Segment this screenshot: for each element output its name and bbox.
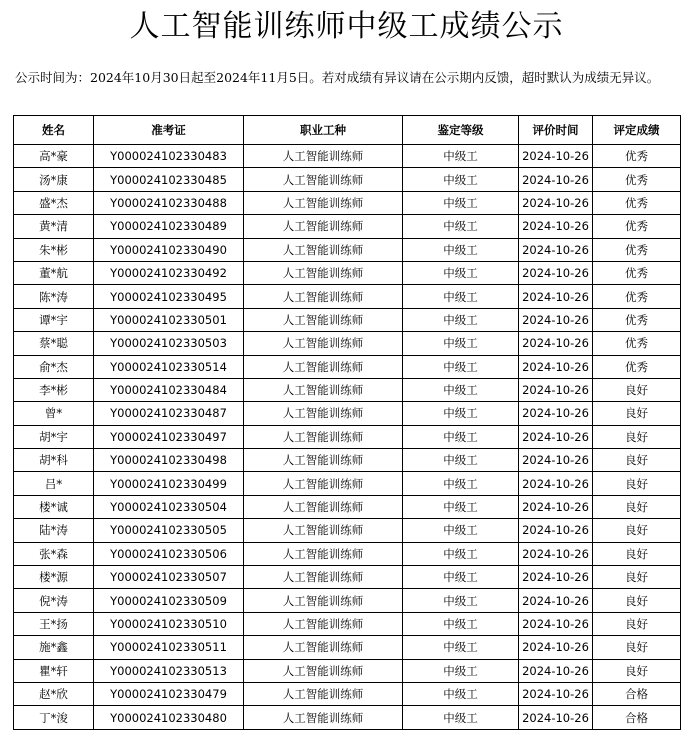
cell-ticket-number: Y000024102330498 bbox=[94, 449, 244, 472]
header-level: 鉴定等级 bbox=[403, 116, 519, 145]
cell-occupation: 人工智能训练师 bbox=[244, 355, 403, 378]
cell-grade: 良好 bbox=[593, 636, 681, 659]
cell-ticket-number: Y000024102330488 bbox=[94, 191, 244, 214]
cell-occupation: 人工智能训练师 bbox=[244, 566, 403, 589]
cell-ticket-number: Y000024102330499 bbox=[94, 472, 244, 495]
table-row bbox=[14, 706, 681, 729]
table-row bbox=[14, 215, 681, 238]
cell-occupation: 人工智能训练师 bbox=[244, 682, 403, 705]
cell-level: 中级工 bbox=[403, 682, 519, 705]
cell-level: 中级工 bbox=[403, 285, 519, 308]
cell-occupation: 人工智能训练师 bbox=[244, 449, 403, 472]
cell-grade: 优秀 bbox=[593, 261, 681, 284]
table-row bbox=[14, 472, 681, 495]
table-row bbox=[14, 285, 681, 308]
header-grade: 评定成绩 bbox=[593, 116, 681, 145]
table-row bbox=[14, 378, 681, 401]
cell-grade: 优秀 bbox=[593, 215, 681, 238]
cell-occupation: 人工智能训练师 bbox=[244, 191, 403, 214]
cell-occupation: 人工智能训练师 bbox=[244, 425, 403, 448]
cell-grade: 优秀 bbox=[593, 191, 681, 214]
cell-name: 董*航 bbox=[14, 261, 94, 284]
cell-level: 中级工 bbox=[403, 332, 519, 355]
cell-grade: 优秀 bbox=[593, 285, 681, 308]
cell-grade: 优秀 bbox=[593, 332, 681, 355]
cell-name: 俞*杰 bbox=[14, 355, 94, 378]
cell-occupation: 人工智能训练师 bbox=[244, 238, 403, 261]
cell-level: 中级工 bbox=[403, 238, 519, 261]
cell-grade: 优秀 bbox=[593, 168, 681, 191]
table-row bbox=[14, 145, 681, 168]
cell-name: 楼*源 bbox=[14, 566, 94, 589]
cell-occupation: 人工智能训练师 bbox=[244, 168, 403, 191]
cell-ticket-number: Y000024102330487 bbox=[94, 402, 244, 425]
table-row bbox=[14, 332, 681, 355]
cell-occupation: 人工智能训练师 bbox=[244, 308, 403, 331]
cell-evaluation-date: 2024-10-26 bbox=[519, 168, 593, 191]
table-row bbox=[14, 168, 681, 191]
cell-occupation: 人工智能训练师 bbox=[244, 145, 403, 168]
cell-name: 施*鑫 bbox=[14, 636, 94, 659]
cell-grade: 良好 bbox=[593, 425, 681, 448]
cell-level: 中级工 bbox=[403, 308, 519, 331]
cell-grade: 优秀 bbox=[593, 238, 681, 261]
cell-evaluation-date: 2024-10-26 bbox=[519, 145, 593, 168]
cell-evaluation-date: 2024-10-26 bbox=[519, 332, 593, 355]
cell-level: 中级工 bbox=[403, 706, 519, 729]
cell-occupation: 人工智能训练师 bbox=[244, 472, 403, 495]
table-row bbox=[14, 308, 681, 331]
cell-evaluation-date: 2024-10-26 bbox=[519, 378, 593, 401]
cell-occupation: 人工智能训练师 bbox=[244, 215, 403, 238]
cell-grade: 优秀 bbox=[593, 308, 681, 331]
cell-evaluation-date: 2024-10-26 bbox=[519, 472, 593, 495]
cell-evaluation-date: 2024-10-26 bbox=[519, 191, 593, 214]
cell-grade: 良好 bbox=[593, 659, 681, 682]
cell-occupation: 人工智能训练师 bbox=[244, 285, 403, 308]
table-row bbox=[14, 636, 681, 659]
cell-grade: 合格 bbox=[593, 706, 681, 729]
table-row bbox=[14, 191, 681, 214]
cell-evaluation-date: 2024-10-26 bbox=[519, 519, 593, 542]
cell-grade: 优秀 bbox=[593, 355, 681, 378]
table-row bbox=[14, 425, 681, 448]
cell-level: 中级工 bbox=[403, 402, 519, 425]
cell-ticket-number: Y000024102330495 bbox=[94, 285, 244, 308]
cell-ticket-number: Y000024102330504 bbox=[94, 495, 244, 518]
cell-level: 中级工 bbox=[403, 168, 519, 191]
results-table bbox=[13, 115, 681, 730]
table-row bbox=[14, 542, 681, 565]
cell-name: 张*森 bbox=[14, 542, 94, 565]
cell-level: 中级工 bbox=[403, 449, 519, 472]
cell-level: 中级工 bbox=[403, 566, 519, 589]
cell-occupation: 人工智能训练师 bbox=[244, 519, 403, 542]
cell-evaluation-date: 2024-10-26 bbox=[519, 238, 593, 261]
cell-name: 高*豪 bbox=[14, 145, 94, 168]
table-row bbox=[14, 261, 681, 284]
cell-ticket-number: Y000024102330492 bbox=[94, 261, 244, 284]
cell-name: 倪*涛 bbox=[14, 589, 94, 612]
cell-evaluation-date: 2024-10-26 bbox=[519, 449, 593, 472]
cell-level: 中级工 bbox=[403, 589, 519, 612]
cell-occupation: 人工智能训练师 bbox=[244, 612, 403, 635]
cell-level: 中级工 bbox=[403, 659, 519, 682]
cell-level: 中级工 bbox=[403, 472, 519, 495]
header-evaluation-date: 评价时间 bbox=[519, 116, 593, 145]
cell-occupation: 人工智能训练师 bbox=[244, 636, 403, 659]
cell-name: 胡*科 bbox=[14, 449, 94, 472]
table-body bbox=[14, 145, 681, 730]
cell-occupation: 人工智能训练师 bbox=[244, 261, 403, 284]
cell-ticket-number: Y000024102330513 bbox=[94, 659, 244, 682]
cell-grade: 良好 bbox=[593, 449, 681, 472]
table-row bbox=[14, 682, 681, 705]
cell-occupation: 人工智能训练师 bbox=[244, 332, 403, 355]
cell-ticket-number: Y000024102330490 bbox=[94, 238, 244, 261]
cell-name: 谭*宇 bbox=[14, 308, 94, 331]
cell-level: 中级工 bbox=[403, 355, 519, 378]
cell-evaluation-date: 2024-10-26 bbox=[519, 566, 593, 589]
cell-evaluation-date: 2024-10-26 bbox=[519, 589, 593, 612]
table-row bbox=[14, 612, 681, 635]
cell-grade: 良好 bbox=[593, 542, 681, 565]
cell-grade: 优秀 bbox=[593, 145, 681, 168]
cell-level: 中级工 bbox=[403, 261, 519, 284]
cell-ticket-number: Y000024102330484 bbox=[94, 378, 244, 401]
cell-occupation: 人工智能训练师 bbox=[244, 706, 403, 729]
cell-occupation: 人工智能训练师 bbox=[244, 495, 403, 518]
cell-level: 中级工 bbox=[403, 519, 519, 542]
cell-evaluation-date: 2024-10-26 bbox=[519, 659, 593, 682]
cell-level: 中级工 bbox=[403, 145, 519, 168]
header-occupation: 职业工种 bbox=[244, 116, 403, 145]
cell-grade: 良好 bbox=[593, 519, 681, 542]
cell-name: 赵*欣 bbox=[14, 682, 94, 705]
cell-ticket-number: Y000024102330514 bbox=[94, 355, 244, 378]
cell-grade: 良好 bbox=[593, 472, 681, 495]
table-row bbox=[14, 355, 681, 378]
cell-level: 中级工 bbox=[403, 378, 519, 401]
cell-name: 汤*康 bbox=[14, 168, 94, 191]
cell-name: 丁*浚 bbox=[14, 706, 94, 729]
header-ticket-number: 准考证 bbox=[94, 116, 244, 145]
table-row bbox=[14, 519, 681, 542]
cell-evaluation-date: 2024-10-26 bbox=[519, 285, 593, 308]
cell-level: 中级工 bbox=[403, 542, 519, 565]
cell-level: 中级工 bbox=[403, 495, 519, 518]
cell-evaluation-date: 2024-10-26 bbox=[519, 495, 593, 518]
cell-grade: 良好 bbox=[593, 402, 681, 425]
cell-name: 陆*涛 bbox=[14, 519, 94, 542]
cell-evaluation-date: 2024-10-26 bbox=[519, 636, 593, 659]
cell-ticket-number: Y000024102330483 bbox=[94, 145, 244, 168]
cell-ticket-number: Y000024102330511 bbox=[94, 636, 244, 659]
publicity-notice: 公示时间为：2024年10月30日起至2024年11月5日。若对成绩有异议请在公示期内反馈，超时默认为成绩无异议。 bbox=[15, 70, 660, 85]
cell-name: 朱*彬 bbox=[14, 238, 94, 261]
cell-name: 王*扬 bbox=[14, 612, 94, 635]
cell-evaluation-date: 2024-10-26 bbox=[519, 402, 593, 425]
cell-grade: 良好 bbox=[593, 495, 681, 518]
cell-name: 曾* bbox=[14, 402, 94, 425]
cell-occupation: 人工智能训练师 bbox=[244, 402, 403, 425]
cell-grade: 良好 bbox=[593, 378, 681, 401]
cell-ticket-number: Y000024102330505 bbox=[94, 519, 244, 542]
table-row bbox=[14, 238, 681, 261]
cell-grade: 良好 bbox=[593, 612, 681, 635]
cell-level: 中级工 bbox=[403, 425, 519, 448]
cell-name: 蔡*聪 bbox=[14, 332, 94, 355]
page-title: 人工智能训练师中级工成绩公示 bbox=[129, 9, 564, 44]
table-row bbox=[14, 449, 681, 472]
table-header-row bbox=[14, 116, 681, 145]
cell-name: 楼*诚 bbox=[14, 495, 94, 518]
cell-name: 瞿*轩 bbox=[14, 659, 94, 682]
header-name: 姓名 bbox=[14, 116, 94, 145]
cell-ticket-number: Y000024102330509 bbox=[94, 589, 244, 612]
table-row bbox=[14, 659, 681, 682]
cell-evaluation-date: 2024-10-26 bbox=[519, 355, 593, 378]
table-row bbox=[14, 402, 681, 425]
cell-grade: 合格 bbox=[593, 682, 681, 705]
cell-evaluation-date: 2024-10-26 bbox=[519, 425, 593, 448]
cell-evaluation-date: 2024-10-26 bbox=[519, 308, 593, 331]
table-row bbox=[14, 589, 681, 612]
cell-ticket-number: Y000024102330485 bbox=[94, 168, 244, 191]
cell-occupation: 人工智能训练师 bbox=[244, 589, 403, 612]
cell-level: 中级工 bbox=[403, 612, 519, 635]
cell-evaluation-date: 2024-10-26 bbox=[519, 682, 593, 705]
cell-ticket-number: Y000024102330479 bbox=[94, 682, 244, 705]
cell-occupation: 人工智能训练师 bbox=[244, 659, 403, 682]
cell-level: 中级工 bbox=[403, 215, 519, 238]
cell-grade: 良好 bbox=[593, 589, 681, 612]
table-row bbox=[14, 566, 681, 589]
cell-ticket-number: Y000024102330497 bbox=[94, 425, 244, 448]
cell-name: 黄*清 bbox=[14, 215, 94, 238]
cell-name: 李*彬 bbox=[14, 378, 94, 401]
cell-ticket-number: Y000024102330501 bbox=[94, 308, 244, 331]
cell-occupation: 人工智能训练师 bbox=[244, 542, 403, 565]
cell-evaluation-date: 2024-10-26 bbox=[519, 542, 593, 565]
cell-occupation: 人工智能训练师 bbox=[244, 378, 403, 401]
cell-name: 胡*宇 bbox=[14, 425, 94, 448]
table-row bbox=[14, 495, 681, 518]
cell-ticket-number: Y000024102330489 bbox=[94, 215, 244, 238]
cell-name: 盛*杰 bbox=[14, 191, 94, 214]
cell-name: 陈*涛 bbox=[14, 285, 94, 308]
cell-evaluation-date: 2024-10-26 bbox=[519, 215, 593, 238]
cell-ticket-number: Y000024102330480 bbox=[94, 706, 244, 729]
cell-evaluation-date: 2024-10-26 bbox=[519, 706, 593, 729]
cell-evaluation-date: 2024-10-26 bbox=[519, 612, 593, 635]
cell-name: 吕* bbox=[14, 472, 94, 495]
cell-ticket-number: Y000024102330503 bbox=[94, 332, 244, 355]
cell-evaluation-date: 2024-10-26 bbox=[519, 261, 593, 284]
cell-ticket-number: Y000024102330510 bbox=[94, 612, 244, 635]
cell-grade: 良好 bbox=[593, 566, 681, 589]
cell-level: 中级工 bbox=[403, 191, 519, 214]
cell-level: 中级工 bbox=[403, 636, 519, 659]
cell-ticket-number: Y000024102330506 bbox=[94, 542, 244, 565]
cell-ticket-number: Y000024102330507 bbox=[94, 566, 244, 589]
